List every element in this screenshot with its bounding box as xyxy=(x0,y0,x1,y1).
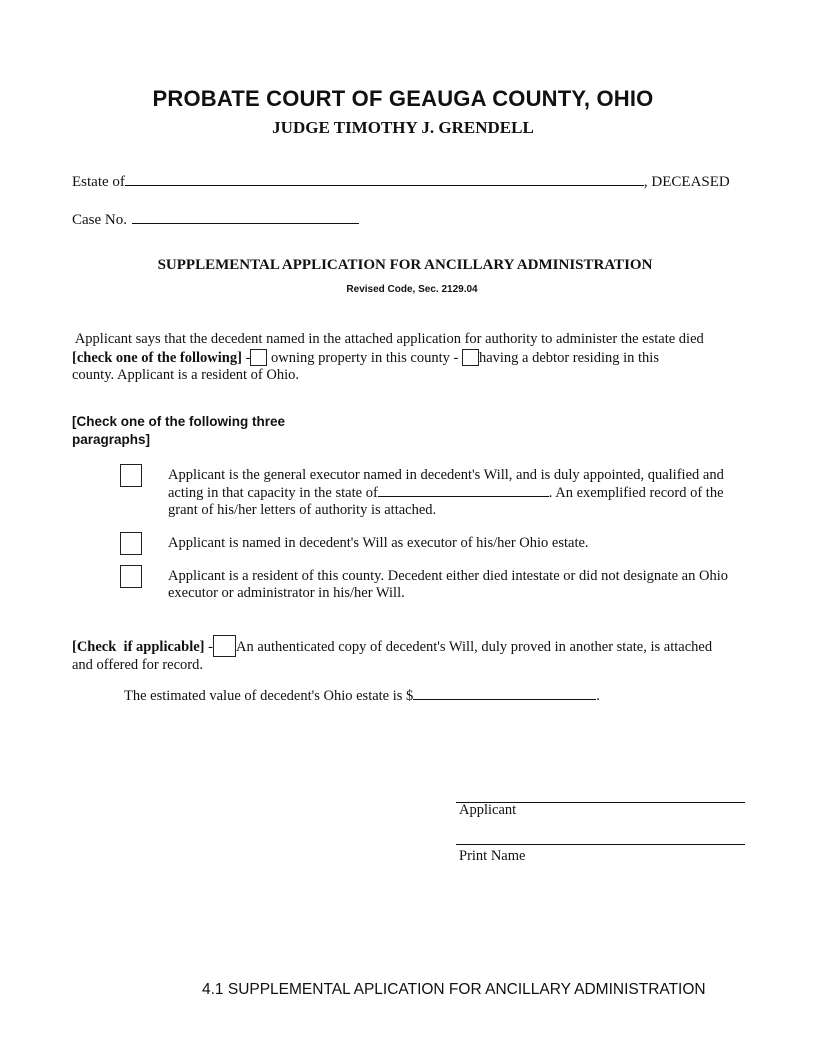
paragraph-check-heading: [Check one of the following three paragraphs] xyxy=(72,414,286,447)
check-one-instruction: [check one of the following] xyxy=(72,349,242,366)
case-number-field[interactable] xyxy=(132,209,359,224)
option-named-executor-checkbox[interactable] xyxy=(120,532,142,555)
applicable-line-1 xyxy=(72,635,752,657)
case-row xyxy=(72,209,359,229)
dash: - xyxy=(204,639,213,655)
owning-property-label: owning property in this county - xyxy=(267,349,462,366)
estimated-value-row xyxy=(124,687,600,705)
form-footer: 4.1 SUPPLEMENTAL APLICATION FOR ANCILLARY ADMINISTRATION xyxy=(202,981,706,998)
applicable-line-2: and offered for record. xyxy=(72,657,203,673)
form-title: SUPPLEMENTAL APPLICATION FOR ANCILLARY ADMINISTRATION xyxy=(157,257,653,273)
intro-line-2 xyxy=(72,349,742,368)
option-county-resident-text: Applicant is a resident of this county. Decedent either died intestate or did not designate an Ohio executor or administrator in his/her Will. xyxy=(168,568,728,601)
revised-code-reference: Revised Code, Sec. 2129.04 xyxy=(346,284,478,295)
intro-paragraph xyxy=(72,331,742,385)
dash: - xyxy=(241,349,251,366)
state-field[interactable] xyxy=(378,484,549,497)
option-general-executor-checkbox[interactable] xyxy=(120,464,142,487)
deceased-label: , DECEASED xyxy=(643,174,730,190)
debtor-residing-checkbox[interactable] xyxy=(462,349,479,366)
estimated-value-field[interactable] xyxy=(413,687,596,700)
option-general-executor-text-a: Applicant is the general executor named in decedent's Will, and is duly appointed, qualified and acting in that capacity in the state of xyxy=(168,467,724,501)
owning-property-checkbox[interactable] xyxy=(250,349,267,366)
applicant-label: Applicant xyxy=(459,802,517,818)
court-title: PROBATE COURT OF GEAUGA COUNTY, OHIO xyxy=(152,86,654,111)
intro-line-3: county. Applicant is a resident of Ohio. xyxy=(72,367,299,383)
estate-row xyxy=(72,171,730,191)
applicable-paragraph xyxy=(72,635,752,675)
option-general-executor-text xyxy=(168,467,740,519)
check-if-applicable-label: [Check if applicable] xyxy=(72,639,205,655)
print-name-line[interactable] xyxy=(456,844,745,845)
authenticated-will-checkbox[interactable] xyxy=(213,635,236,657)
option-general-executor-text-b: . An exemplified record of the grant of his/her letters of authority is attached. xyxy=(168,485,724,518)
debtor-residing-label: having a debtor residing in this xyxy=(478,349,659,366)
option-named-executor-text: Applicant is named in decedent's Will as executor of his/her Ohio estate. xyxy=(168,535,589,551)
judge-name: JUDGE TIMOTHY J. GRENDELL xyxy=(272,118,534,137)
case-label: Case No. xyxy=(72,212,127,228)
print-name-label: Print Name xyxy=(459,848,526,864)
intro-line-1: Applicant says that the decedent named in the attached application for authority to administer the estate died xyxy=(72,331,704,347)
option-county-resident-checkbox[interactable] xyxy=(120,565,142,588)
estimated-value-end: . xyxy=(596,688,600,704)
estimated-value-label: The estimated value of decedent's Ohio estate is $ xyxy=(124,688,414,704)
estate-name-field[interactable] xyxy=(125,171,644,186)
estate-label: Estate of xyxy=(72,174,125,190)
authenticated-will-text: An authenticated copy of decedent's Will, duly proved in another state, is attached xyxy=(235,639,713,655)
